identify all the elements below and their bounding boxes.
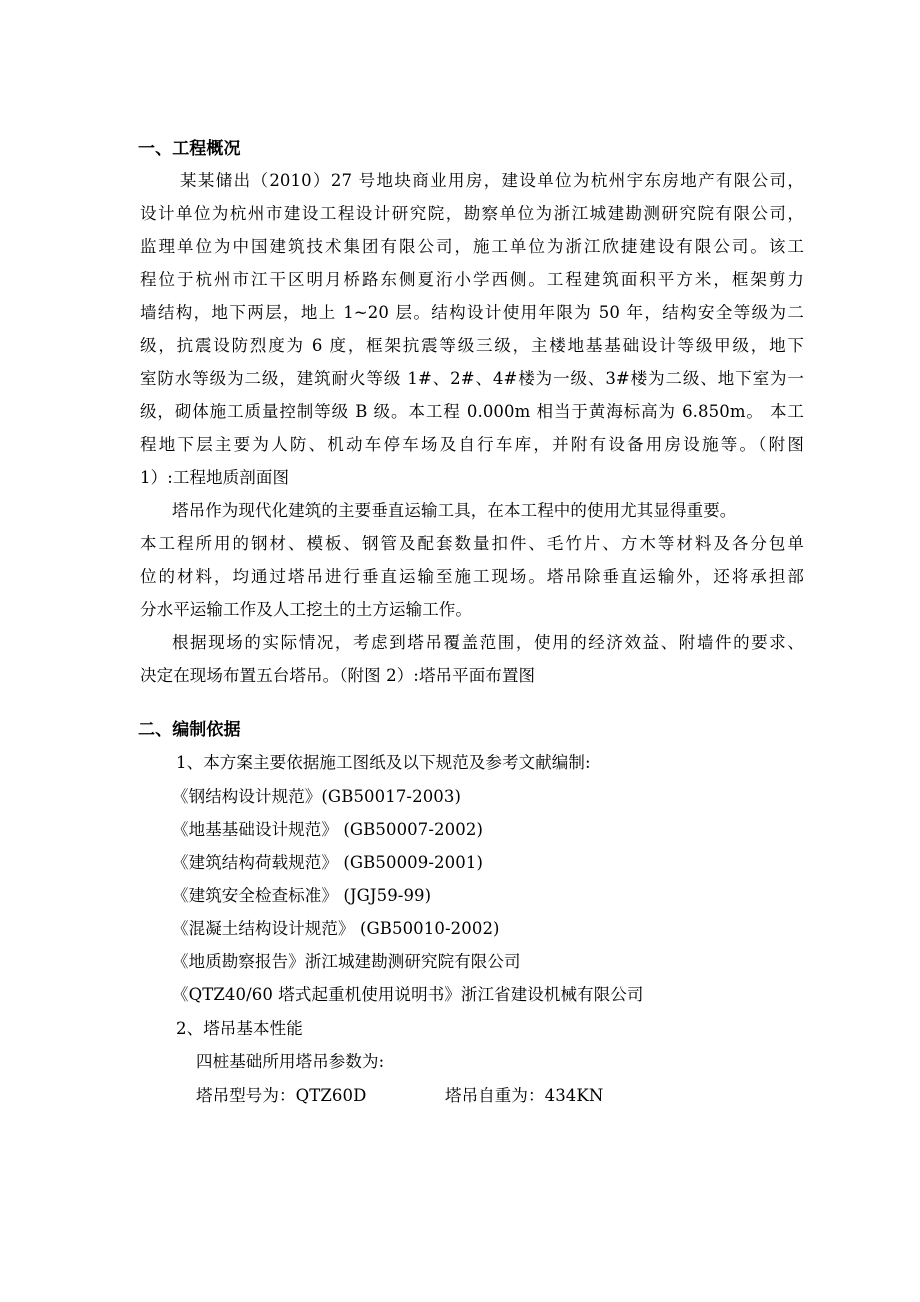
paragraph-line: 墙结构，地下两层，地上 1~20 层。结构设计使用年限为 50 年，结构安全等级为二 xyxy=(140,303,804,322)
paragraph-line: 分水平运输工作及人工挖土的土方运输工作。 xyxy=(140,600,472,619)
paragraph-line: 本工程所用的钢材、模板、钢管及配套数量扣件、毛竹片、方木等材料及各分包单 xyxy=(140,534,804,553)
paragraph-line: 决定在现场布置五台塔吊。（附图 2）:塔吊平面布置图 xyxy=(140,666,536,685)
paragraph-line: 级，抗震设防烈度为 6 度，框架抗震等级三级，主楼地基基础设计等级甲级，地下 xyxy=(140,336,804,355)
paragraph-line: 设计单位为杭州市建设工程设计研究院，勘察单位为浙江城建勘测研究院有限公司， xyxy=(140,204,804,223)
crane-weight: 塔吊自重为：434KN xyxy=(445,1086,604,1105)
reference-item: 《混凝土结构设计规范》 (GB50010-2002) xyxy=(172,919,500,938)
params-intro: 四桩基础所用塔吊参数为: xyxy=(196,1052,385,1071)
reference-item: 《建筑结构荷载规范》 (GB50009-2001) xyxy=(172,853,483,872)
list-item: 2、塔吊基本性能 xyxy=(176,1019,303,1038)
reference-item: 《建筑安全检查标准》 (JGJ59-99) xyxy=(172,886,432,905)
paragraph-line: 监理单位为中国建筑技术集团有限公司，施工单位为浙江欣捷建设有限公司。该工 xyxy=(140,237,804,256)
paragraph-line: 1）:工程地质剖面图 xyxy=(140,468,290,487)
paragraph-line: 程地下层主要为人防、机动车停车场及自行车库，并附有设备用房设施等。（附图 xyxy=(140,435,804,454)
paragraph-line: 根据现场的实际情况，考虑到塔吊覆盖范围，使用的经济效益、附墙件的要求、 xyxy=(172,633,804,652)
paragraph-line: 级，砌体施工质量控制等级 B 级。本工程 0.000m 相当于黄海标高为 6.850m。 本工 xyxy=(140,402,804,421)
section-heading-basis: 二、编制依据 xyxy=(138,720,241,740)
reference-item: 《地基基础设计规范》 (GB50007-2002) xyxy=(172,820,483,839)
section-heading-overview: 一、工程概况 xyxy=(138,139,241,159)
paragraph-line: 塔吊作为现代化建筑的主要垂直运输工具，在本工程中的使用尤其显得重要。 xyxy=(172,501,737,520)
paragraph-line: 室防水等级为二级，建筑耐火等级 1#、2#、4#楼为一级、3#楼为二级、地下室为一 xyxy=(140,369,804,388)
reference-item: 《钢结构设计规范》(GB50017-2003) xyxy=(172,787,462,806)
crane-model: 塔吊型号为：QTZ60D xyxy=(196,1086,367,1105)
paragraph-line: 某某储出（2010）27 号地块商业用房，建设单位为杭州宇东房地产有限公司， xyxy=(180,171,804,190)
paragraph-line: 程位于杭州市江干区明月桥路东侧夏洐小学西侧。工程建筑面积平方米，框架剪力 xyxy=(140,270,804,289)
list-item: 1、本方案主要依据施工图纸及以下规范及参考文献编制: xyxy=(176,753,591,772)
reference-item: 《QTZ40/60 塔式起重机使用说明书》浙江省建设机械有限公司 xyxy=(172,985,644,1004)
reference-item: 《地质勘察报告》浙江城建勘测研究院有限公司 xyxy=(172,952,521,971)
paragraph-line: 位的材料，均通过塔吊进行垂直运输至施工现场。塔吊除垂直运输外，还将承担部 xyxy=(140,567,804,586)
